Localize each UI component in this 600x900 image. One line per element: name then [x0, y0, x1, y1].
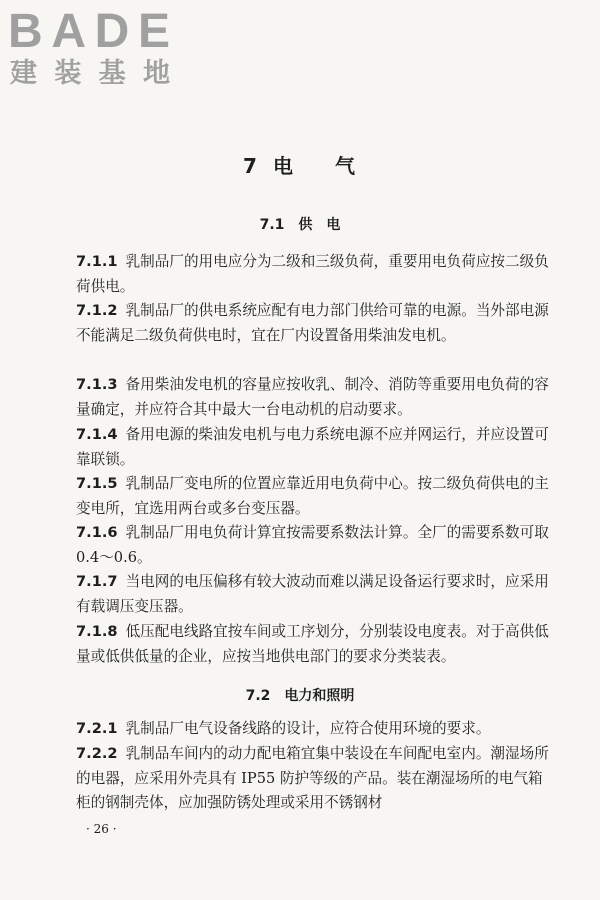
clause-number: 7.1.6: [76, 524, 118, 541]
clause-text: 乳制品车间内的动力配电箱宜集中装设在车间配电室内。潮湿场所的电器，应采用外壳具有 IP55 防护等级的产品。装在潮湿场所的电气箱柜的钢制壳体，应加强防锈处理或采用不锈钢材: [76, 745, 549, 811]
chapter-title: [0, 150, 600, 179]
clause-number: 7.1.2: [76, 302, 118, 319]
clause: [76, 472, 554, 521]
clause: [76, 521, 554, 570]
clause: [76, 742, 554, 816]
clause-text: 备用柴油发电机的容量应按收乳、制冷、消防等重要用电负荷的容量确定，并应符合其中最大一台电动机的启动要求。: [76, 376, 549, 418]
clause-number: 7.1.5: [76, 475, 118, 492]
clause-number: 7.1.1: [76, 253, 118, 270]
clause-text: 乳制品厂用电负荷计算宜按需要系数法计算。全厂的需要系数可取 0.4～0.6。: [76, 524, 549, 566]
clause-text: 乳制品厂的用电应分为二级和三级负荷，重要用电负荷应按二级负荷供电。: [76, 253, 549, 295]
clause: [76, 373, 554, 422]
section-heading: 供 电: [298, 217, 341, 233]
clause: [76, 250, 554, 299]
section-heading: 电力和照明: [284, 688, 355, 704]
clause-text: 乳制品厂电气设备线路的设计，应符合使用环境的要求。: [125, 720, 491, 737]
chapter-title-word2: 气: [334, 154, 357, 178]
clause-number: 7.1.3: [76, 376, 118, 393]
clause: [76, 620, 554, 669]
clause-number: 7.1.7: [76, 573, 118, 590]
clause-text: 乳制品厂的供电系统应配有电力部门供给可靠的电源。当外部电源不能满足二级负荷供电时，宜在厂内设置备用柴油发电机。: [76, 302, 549, 344]
section-number: 7.1: [259, 217, 285, 233]
section-title: [0, 685, 600, 705]
clause: [76, 570, 554, 619]
clause: [76, 423, 554, 472]
clause-text: 乳制品厂变电所的位置应靠近用电负荷中心。按二级负荷供电的主变电所，宜选用两台或多台变压器。: [76, 475, 549, 517]
logo-tagline: 建装基地: [10, 58, 170, 89]
bade-logo: [8, 4, 178, 90]
section-title: [0, 214, 600, 234]
chapter-title-word1: 电: [272, 154, 295, 178]
clause-number: 7.1.4: [76, 426, 118, 443]
clause-text: 当电网的电压偏移有较大波动而难以满足设备运行要求时，应采用有载调压变压器。: [76, 573, 549, 615]
clause-number: 7.2.1: [76, 720, 118, 737]
page-number: · 26 ·: [86, 822, 117, 836]
clause-text: 低压配电线路宜按车间或工序划分，分别装设电度表。对于高供低量或低供低量的企业，应按当地供电部门的要求分类装表。: [76, 623, 549, 665]
chapter-number: 7: [243, 154, 259, 178]
clause: [76, 717, 554, 742]
logo-brand: BADE: [8, 5, 170, 58]
clause: [76, 299, 554, 348]
clause-number: 7.2.2: [76, 745, 118, 762]
section-number: 7.2: [245, 688, 271, 704]
clause-text: 备用电源的柴油发电机与电力系统电源不应并网运行，并应设置可靠联锁。: [76, 426, 549, 468]
clause-number: 7.1.8: [76, 623, 118, 640]
